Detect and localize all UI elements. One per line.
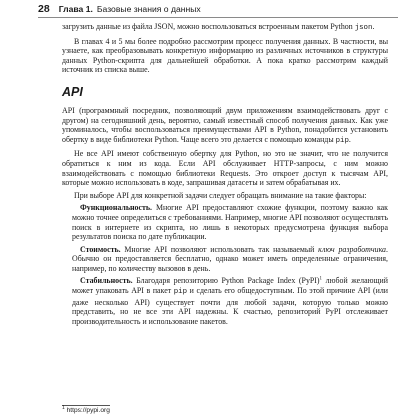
chapter-title: Базовые знания о данных (96, 4, 201, 14)
footnote-marker: 1 (62, 404, 65, 411)
factor-lead: Стоимость. (80, 244, 121, 254)
code-pip: pip (173, 288, 188, 297)
footnote-rule (62, 405, 110, 406)
emphasis-dev-key: ключ разработчика (318, 244, 387, 254)
paragraph-api-intro: API (программный посредник, позволяющий двум приложениям взаимодействовать друг с другом) на сегодняшний день, вероятно, самый известный способ получения данных. Как уже упоминалось, чтобы воспользоваться преимуществами API в Python, понадобится установить обертку в виде библиотеки Python. Чаще всего это делается с помощью команды pip. (62, 105, 388, 145)
factor-functionality: Функциональность. Многие API предоставляют схожие функции, поэтому важно как можно точнее определиться с требованиями. Например, многие API позволяют осуществлять поиск в интернете из скрипта, но лишь в некоторых предусмотрена функция выбора результатов поиска по дате публикации. (72, 203, 388, 242)
chapter-label: Глава 1. (58, 4, 93, 14)
section-title: API (62, 84, 83, 99)
factor-stability: Стабильность. Благодаря репозиторию Python Package Index (PyPI)$^1$ любой желающий может упаковать API в пакет pip и сделать его общедоступным. По этой причине API (или даже несколько API) существует почти для любой задачи, которую только можно представить, но не все эти API надежны. К счастью, репозиторий PyPI отслеживает производительность и использование пакетов. (72, 276, 388, 326)
footnote (62, 404, 110, 414)
running-header (38, 1, 201, 17)
factor-cost: Стоимость. Многие API позволяют использовать так называемый ключ разработчика. Обычно он предоставляется бесплатно, однако может иметь определенные ограничения, например, по количеству вызовов в день. (72, 244, 388, 273)
paragraph-factors: При выборе API для конкретной задачи следует обращать внимание на такие факторы: (74, 190, 367, 200)
factor-lead: Стабильность. (80, 276, 133, 286)
factor-lead: Функциональность. (80, 203, 153, 213)
paragraph-json: загрузить данные из файла JSON, можно воспользоваться встроенным пакетом Python json. (62, 22, 375, 32)
page-body (62, 22, 388, 329)
header-rule (38, 17, 398, 18)
footnote-ref[interactable]: 1 (319, 276, 323, 282)
code-pip: pip (335, 136, 349, 145)
paragraph-chapters: В главах 4 и 5 мы более подробно рассмотрим процесс получения данных. В частности, вы узнаете, как преобразовывать конкретную информацию из различных источников в структуры данных Python-скрипта для дальнейшей обработки. А пока кратко рассмотрим каждый источник из списка выше. (62, 36, 388, 75)
paragraph-wrapper: Не все API имеют собственную обертку для Python, но это не значит, что не получится обратиться к ним из кода. Если API обслуживает HTTP-запросы, с ним можно взаимодействовать с помощью библиотеки Requests. Это откроет доступ к тысячам API, которые можно использовать в коде, запрашивая датасеты и затем обрабатывая их. (62, 149, 388, 188)
page-number: 28 (38, 3, 50, 15)
code-json: json (354, 24, 373, 32)
footnote-link[interactable]: https://pypi.org (66, 407, 110, 414)
